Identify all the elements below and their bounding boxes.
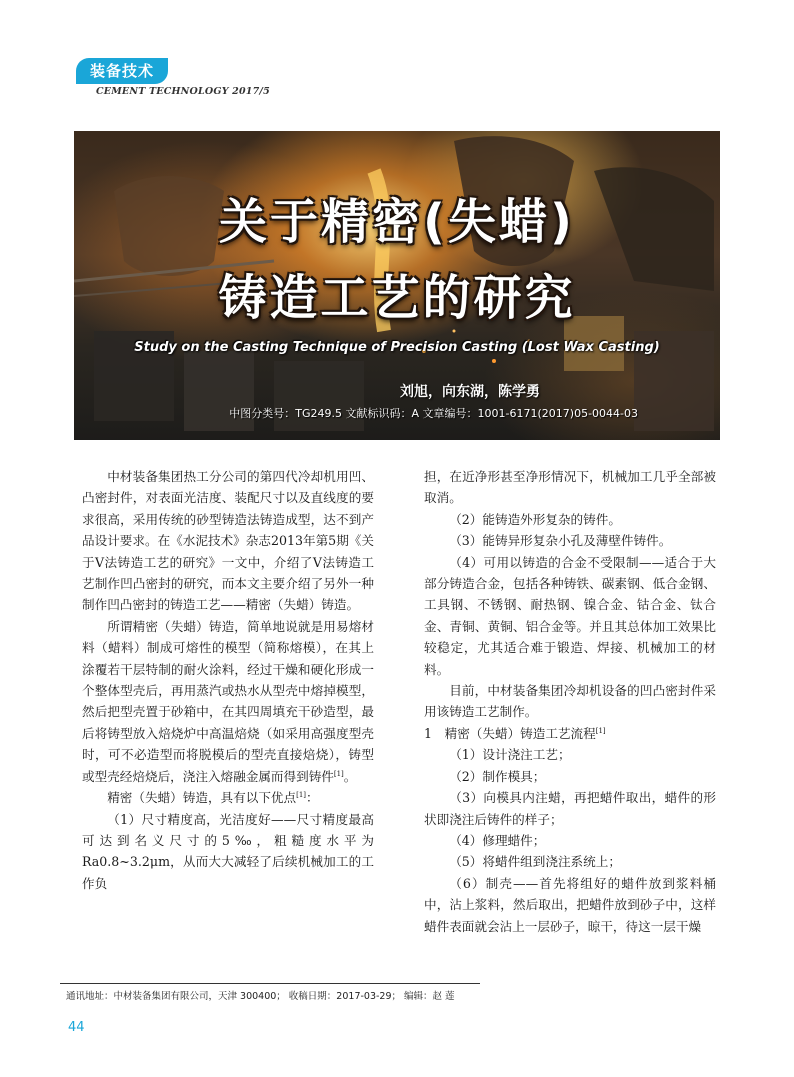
paragraph-tail: 。 <box>343 768 357 784</box>
body-paragraph <box>424 744 716 765</box>
paragraph-text: （3）向模具内注蜡，再把蜡件取出，蜡件的形状即浇注后铸件的样子； <box>424 790 716 827</box>
article-subtitle-en: Study on the Casting Technique of Precision Casting (Lost Wax Casting) <box>134 340 660 355</box>
body-paragraph <box>82 787 374 808</box>
paragraph-text: 目前，中材装备集团冷却机设备的凹凸密封件采用该铸造工艺制作。 <box>424 683 716 720</box>
body-paragraph <box>424 787 716 830</box>
journal-line: CEMENT TECHNOLOGY 2017/5 <box>96 86 270 97</box>
paragraph-text: 中材装备集团热工分公司的第四代冷却机用凹、凸密封件，对表面光洁度、装配尺寸以及直线度的要求很高，采用传统的砂型铸造法铸造成型，达不到产品设计要求。在《水泥技术》杂志2013年第5期《关于V法铸造工艺的研究》一文中，介绍了V法铸造工艺制作凹凸密封的研究，而本文主要介绍了另外一种制作凹凸密封的铸造工艺——精密（失蜡）铸造。 <box>82 469 374 613</box>
paragraph-text: （4）可用以铸造的合金不受限制——适合于大部分铸造合金，包括各种铸铁、碳素钢、低合金钢、工具钢、不锈钢、耐热钢、镍合金、钴合金、钛合金、青铜、黄铜、铝合金等。并且其总体加工效果比较稳定，尤其适合难于锻造、焊接、机械加工的材料。 <box>424 554 716 677</box>
paragraph-text: 精密（失蜡）铸造，具有以下优点 <box>107 790 297 806</box>
body-paragraph <box>424 873 716 937</box>
paragraph-text: （1）设计浇注工艺； <box>449 747 571 763</box>
paragraph-text: （2）制作模具； <box>449 768 546 784</box>
paragraph-text: （3）能铸异形复杂小孔及薄壁件铸件。 <box>449 533 672 549</box>
body-paragraph <box>424 552 716 680</box>
paragraph-tail: ： <box>306 790 319 806</box>
body-column-left <box>82 466 374 894</box>
body-paragraph <box>82 466 374 616</box>
classification-meta: 中图分类号：TG249.5 文献标识码：A 文章编号：1001-6171(2017)05-0044-03 <box>229 407 638 420</box>
paragraph-text: （6）制壳——首先将组好的蜡件放到浆料桶中，沾上浆料，然后取出，把蜡件放到砂子中，这样蜡件表面就会沾上一层砂子，晾干，待这一层干燥 <box>424 875 716 934</box>
body-paragraph <box>424 466 716 509</box>
footer-note: 通讯地址：中材装备集团有限公司，天津 300400； 收稿日期：2017-03-29； 编辑：赵 莲 <box>66 991 455 1002</box>
paragraph-text: （2）能铸造外形复杂的铸件。 <box>449 511 621 527</box>
citation-ref: [1] <box>296 791 307 800</box>
hero-image <box>74 131 720 440</box>
paragraph-text: 所谓精密（失蜡）铸造，简单地说就是用易熔材料（蜡料）制成可熔性的模型（简称熔模），在其上涂覆若干层特制的耐火涂料，经过干燥和硬化形成一个整体型壳后，再用蒸汽或热水从型壳中熔掉模型，然后把型壳置于砂箱中，在其四周填充干砂造型，最后将铸型放入焙烧炉中高温焙烧（如采用高强度型壳时，可不必造型而将脱模后的型壳直接焙烧），铸型或型壳经焙烧后，浇注入熔融金属而得到铸件 <box>82 618 374 784</box>
paragraph-text: （5）将蜡件组到浇注系统上； <box>449 854 621 870</box>
citation-ref: [1] <box>595 726 606 735</box>
section-heading <box>424 723 716 744</box>
body-paragraph <box>424 509 716 530</box>
body-paragraph <box>424 680 716 723</box>
body-paragraph <box>82 616 374 787</box>
paragraph-text: 1 精密（失蜡）铸造工艺流程 <box>424 725 596 741</box>
paragraph-text: （1）尺寸精度高，光洁度好——尺寸精度最高可达到名义尺寸的5‰，粗糙度水平为Ra0.8~3.2μm，从而大大减轻了后续机械加工的工作负 <box>82 811 374 891</box>
body-paragraph <box>424 830 716 851</box>
article-title-line1: 关于精密(失蜡) <box>219 194 575 250</box>
page-number: 44 <box>68 1020 85 1035</box>
body-paragraph <box>82 809 374 895</box>
article-title-line2: 铸造工艺的研究 <box>218 270 576 326</box>
footer-rule <box>60 983 480 984</box>
body-paragraph <box>424 851 716 872</box>
paragraph-text: （4）修理蜡件； <box>449 832 546 848</box>
paragraph-text: 担，在近净形甚至净形情况下，机械加工几乎全部被取消。 <box>424 469 716 506</box>
body-column-right <box>424 466 716 937</box>
body-paragraph <box>424 766 716 787</box>
body-paragraph <box>424 530 716 551</box>
section-tag: 装备技术 <box>76 58 168 84</box>
authors: 刘旭，向东湖，陈学勇 <box>400 384 540 400</box>
citation-ref: [1] <box>333 769 344 778</box>
